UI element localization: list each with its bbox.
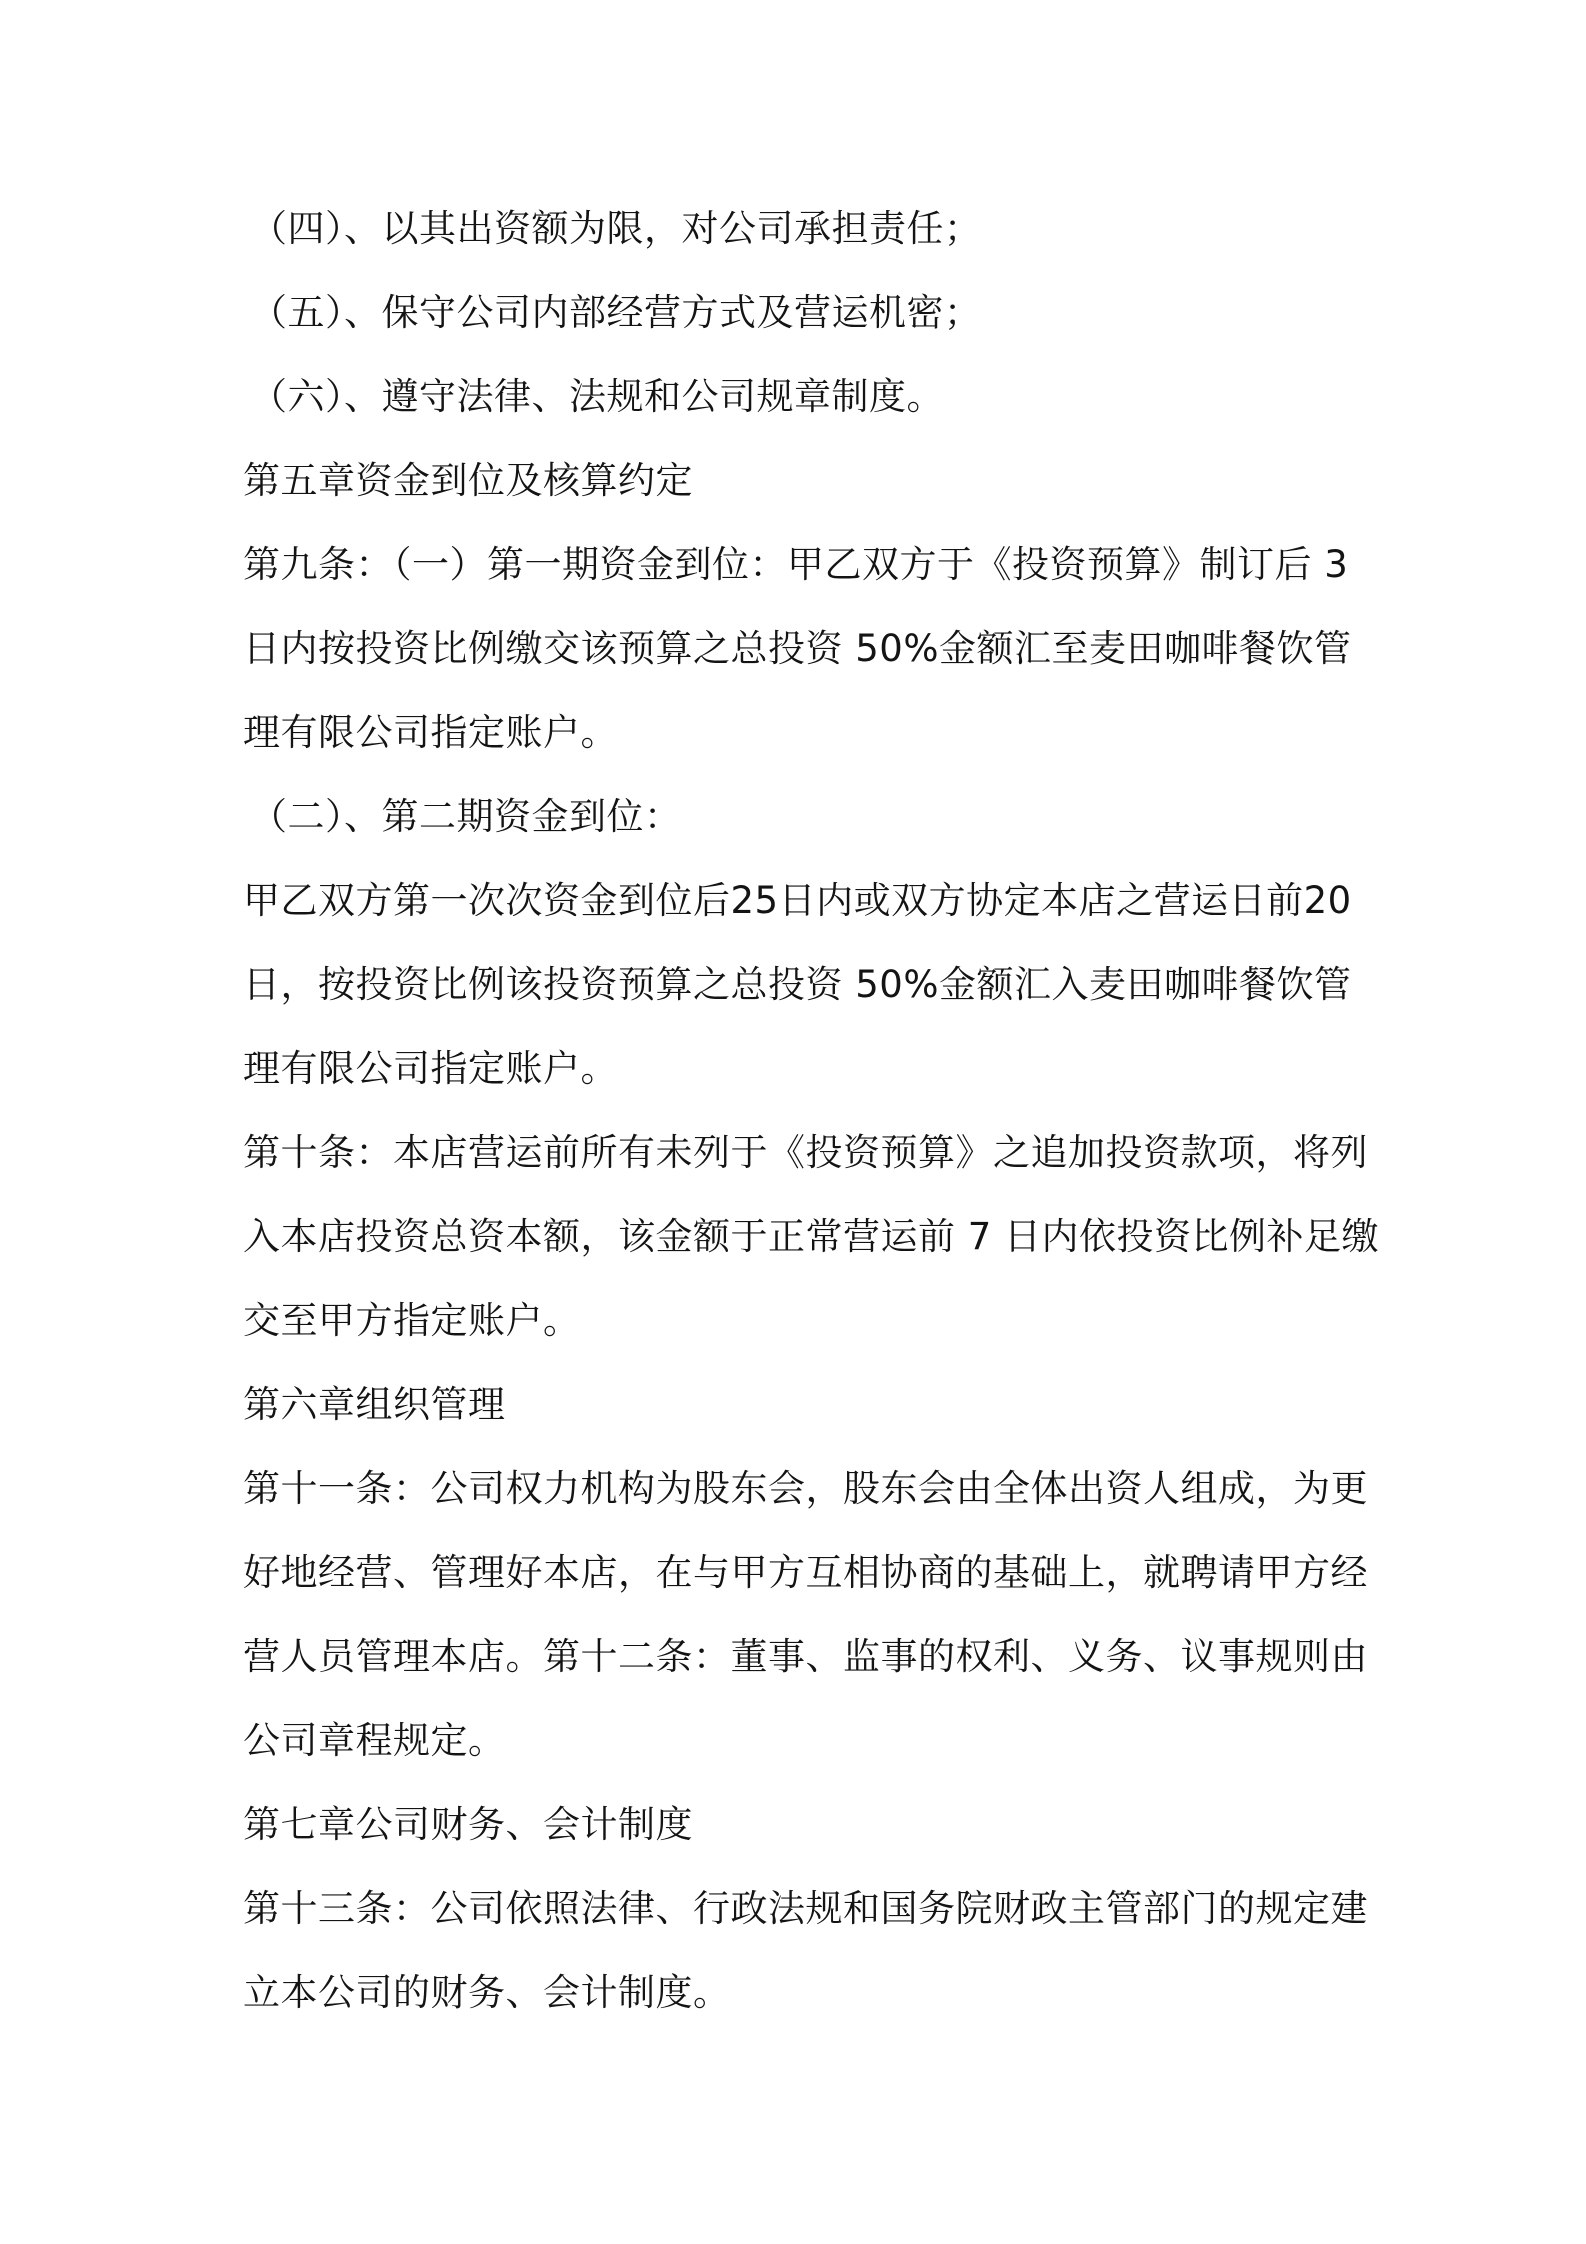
phase-2-heading: （二）、第二期资金到位：	[250, 795, 682, 838]
article-13-line-1: 第十三条：公司依照法律、行政法规和国务院财政主管部门的规定建	[243, 1887, 1368, 1930]
chapter-6-heading: 第六章组织管理	[243, 1383, 506, 1426]
clause-5-line: （五）、保守公司内部经营方式及营运机密；	[250, 291, 982, 334]
phase-2-line-3: 理有限公司指定账户。	[243, 1047, 618, 1090]
article-11-line-2: 好地经营、管理好本店，在与甲方互相协商的基础上，就聘请甲方经	[243, 1551, 1368, 1594]
article-10-line-3: 交至甲方指定账户。	[243, 1299, 581, 1342]
clause-6-line: （六）、遵守法律、法规和公司规章制度。	[250, 375, 944, 418]
article-13-line-2: 立本公司的财务、会计制度。	[243, 1971, 731, 2014]
article-9-line-3: 理有限公司指定账户。	[243, 711, 618, 754]
chapter-5-heading: 第五章资金到位及核算约定	[243, 459, 693, 502]
chapter-7-heading: 第七章公司财务、会计制度	[243, 1803, 693, 1846]
phase-2-line-1: 甲乙双方第一次次资金到位后25日内或双方协定本店之营运日前20	[243, 879, 1352, 922]
article-10-line-1: 第十条：本店营运前所有未列于《投资预算》之追加投资款项，将列	[243, 1131, 1368, 1174]
phase-2-line-2: 日，按投资比例该投资预算之总投资 50%金额汇入麦田咖啡餐饮管	[243, 963, 1352, 1006]
article-12-line: 公司章程规定。	[243, 1719, 506, 1762]
clause-4-line: （四）、以其出资额为限，对公司承担责任；	[250, 207, 982, 250]
article-11-line-1: 第十一条：公司权力机构为股东会，股东会由全体出资人组成，为更	[243, 1467, 1368, 1510]
article-9-line-2: 日内按投资比例缴交该预算之总投资 50%金额汇至麦田咖啡餐饮管	[243, 627, 1352, 670]
article-9-line-1: 第九条：（一）第一期资金到位：甲乙双方于《投资预算》制订后 3	[243, 543, 1349, 586]
article-10-line-2: 入本店投资总资本额，该金额于正常营运前 7 日内依投资比例补足缴	[243, 1215, 1380, 1258]
article-11-line-3: 营人员管理本店。第十二条：董事、监事的权利、义务、议事规则由	[243, 1635, 1368, 1678]
